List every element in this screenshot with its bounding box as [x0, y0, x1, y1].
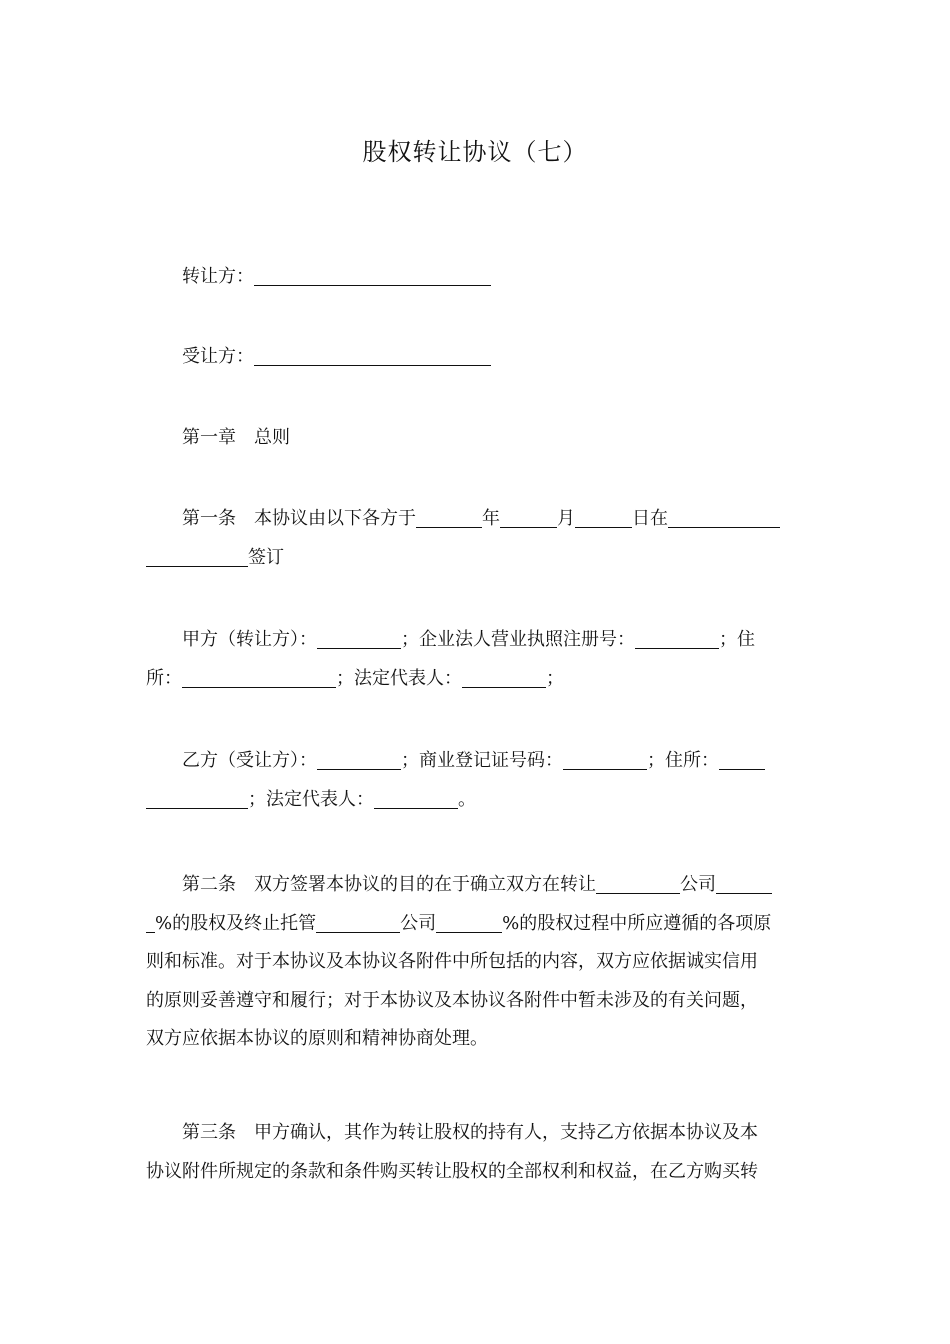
company-name-blank-1: [596, 873, 680, 894]
month-blank: [500, 507, 557, 528]
business-reg-number-blank: [563, 749, 647, 770]
party-b-legal-rep-blank: [374, 788, 458, 809]
article-1: [146, 500, 806, 577]
article-2-text-3: %的股权过程中所应遵循的各项原: [502, 912, 772, 934]
year-blank: [416, 507, 482, 528]
article-2-text-2: %的股权及终止托管: [155, 912, 317, 934]
party-b-end-punct: 。: [458, 788, 476, 810]
article-1-text: 第一条 本协议由以下各方于: [182, 508, 416, 529]
party-a-address-blank: [182, 667, 336, 688]
day-place-label: 日在: [632, 508, 668, 529]
party-a-end-punct: ；: [546, 667, 564, 689]
party-b-legal-rep-label: ；法定代表人：: [248, 788, 374, 810]
percentage-blank-2: [436, 912, 502, 933]
party-a-legal-rep-blank: [462, 667, 546, 688]
transferee-name-blank: [254, 345, 491, 366]
company-name-blank-2: [316, 912, 400, 933]
article-2-line-4: 的原则妥善遵守和履行；对于本协议及本协议各附件中暂未涉及的有关问题，: [146, 989, 758, 1011]
transferee-label: 受让方：: [182, 346, 254, 367]
signed-label: 签订: [248, 546, 284, 568]
article-2-line-3: 则和标准。对于本协议及本协议各附件中所包括的内容，双方应依据诚实信用: [146, 951, 758, 972]
month-label: 月: [557, 508, 575, 529]
article-2: [146, 866, 806, 1059]
party-a-label: 甲方（转让方）：: [182, 629, 317, 650]
article-2-line-5: 双方应依据本协议的原则和精神协商处理。: [146, 1028, 488, 1049]
year-label: 年: [482, 508, 500, 529]
party-a-info: [146, 621, 806, 698]
transferor-name-blank: [254, 265, 491, 286]
party-a-name-blank: [317, 628, 401, 649]
place-blank-2: [146, 546, 248, 567]
business-reg-label: ；商业登记证号码：: [401, 750, 563, 771]
transferee-line: [146, 338, 806, 377]
article-3-line-1: 第三条 甲方确认，其作为转让股权的持有人，支持乙方依据本协议及本: [182, 1122, 758, 1143]
chapter-heading: [146, 419, 806, 458]
company-label-1: 公司: [680, 874, 716, 895]
party-b-address-label: ；住所：: [647, 750, 719, 771]
transferor-line: [146, 258, 806, 297]
legal-rep-label: ；法定代表人：: [336, 667, 462, 689]
party-b-address-blank-1: [719, 749, 765, 770]
place-blank-1: [668, 507, 780, 528]
article-3: [146, 1114, 806, 1191]
percentage-blank-1-cont: [146, 912, 155, 933]
percentage-blank-1: [716, 873, 772, 894]
party-b-name-blank: [317, 749, 401, 770]
party-b-address-blank-2: [146, 788, 248, 809]
document-title: 股权转让协议（七）: [362, 138, 588, 166]
article-3-line-2: 协议附件所规定的条款和条件购买转让股权的全部权利和权益，在乙方购买转: [146, 1160, 758, 1182]
party-b-label: 乙方（受让方）：: [182, 750, 317, 771]
transferor-label: 转让方：: [182, 266, 254, 287]
address-label-start: ；住: [719, 629, 755, 650]
chapter-heading-text: 第一章 总则: [182, 427, 290, 448]
day-blank: [575, 507, 632, 528]
article-2-text-1: 第二条 双方签署本协议的目的在于确立双方在转让: [182, 874, 596, 895]
party-b-info: [146, 742, 806, 819]
registration-number-blank: [635, 628, 719, 649]
company-label-2: 公司: [400, 912, 437, 934]
address-label-end: 所：: [146, 667, 182, 689]
registration-label: ；企业法人营业执照注册号：: [401, 629, 635, 650]
